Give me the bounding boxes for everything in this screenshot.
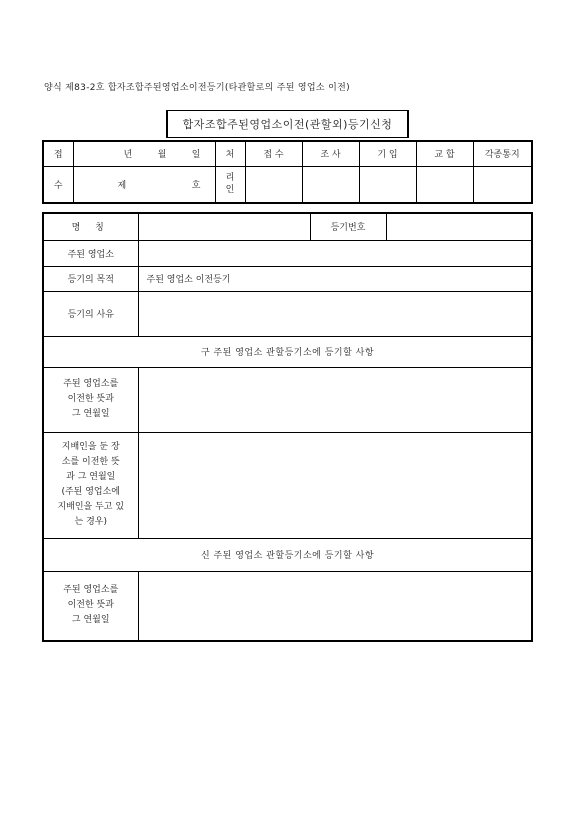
form-number-caption: 양식 제83-2호 합자조합주된영업소이전등기(타관할로의 주된 영업소 이전): [44, 83, 350, 93]
relocation-field[interactable]: [138, 367, 532, 432]
relocation-label-line-3: 그 연월일: [71, 409, 110, 419]
purpose-label: 등기의 목적: [43, 266, 138, 291]
registration-number-field[interactable]: [386, 213, 532, 240]
receipt-date-field[interactable]: [73, 141, 215, 166]
receipt-stamp-cell[interactable]: [245, 166, 302, 203]
receipt-number-field[interactable]: [73, 166, 215, 203]
je-label: 제: [117, 180, 127, 191]
registration-number-label: 등기번호: [310, 213, 386, 240]
branch-manager-label: [43, 432, 138, 538]
branch-label-line-4: (주된 영업소에: [61, 487, 121, 497]
form-title: 합자조합주된영업소이전(관할외)등기신청: [166, 110, 409, 138]
reason-field[interactable]: [138, 291, 532, 336]
old-office-section-header: 구 주된 영업소 관할등기소에 등기할 사항: [43, 336, 532, 367]
branch-label-line-3: 과 그 연월일: [66, 472, 116, 482]
branch-label-line-1: 지배인을 둔 장: [61, 442, 120, 452]
entry-stamp-cell[interactable]: [359, 166, 416, 203]
cheori-char-1: 처: [215, 141, 245, 166]
new-relocation-label-line-2: 이전한 뜻과: [67, 600, 114, 611]
receipt-jeop-label: 접: [43, 141, 73, 166]
branch-manager-field[interactable]: [138, 432, 532, 538]
new-relocation-label-line-1: 주된 영업소를: [63, 585, 119, 596]
cheori-char-2: 리: [225, 173, 235, 184]
branch-label-line-5: 지배인을 두고 있: [57, 502, 125, 512]
relocation-label-line-1: 주된 영업소를: [63, 379, 119, 389]
month-label: 월: [157, 150, 167, 161]
relocation-label: [43, 367, 138, 432]
col-header-inspection: 조 사: [302, 141, 359, 166]
cheori-char-3: 인: [225, 185, 235, 196]
inspection-stamp-cell[interactable]: [302, 166, 359, 203]
verification-stamp-cell[interactable]: [416, 166, 473, 203]
branch-label-line-6: 는 경우): [74, 517, 107, 527]
main-office-field[interactable]: [138, 240, 532, 266]
reason-label: 등기의 사유: [43, 291, 138, 336]
branch-label-line-2: 소를 이전한 뜻: [61, 457, 120, 467]
ho-label: 호: [191, 180, 201, 191]
year-label: 년: [123, 150, 133, 161]
main-office-label: 주된 영업소: [43, 240, 138, 266]
cheori-in-cell: [215, 166, 245, 203]
col-header-receipt: 접 수: [245, 141, 302, 166]
application-form-table: [42, 212, 533, 642]
col-header-notices: 각종통지: [473, 141, 532, 166]
day-label: 일: [191, 150, 201, 161]
purpose-value[interactable]: 주된 영업소 이전등기: [138, 266, 532, 291]
name-label: 명 칭: [43, 213, 138, 240]
relocation-label-line-2: 이전한 뜻과: [67, 394, 114, 404]
new-office-section-header: 신 주된 영업소 관할등기소에 등기할 사항: [43, 538, 532, 571]
new-relocation-label: [43, 571, 138, 641]
col-header-verification: 교 합: [416, 141, 473, 166]
new-relocation-field[interactable]: [138, 571, 532, 641]
col-header-entry: 기 입: [359, 141, 416, 166]
receipt-su-label: 수: [43, 166, 73, 203]
receipt-table: [42, 140, 533, 204]
name-field[interactable]: [138, 213, 310, 240]
notices-stamp-cell[interactable]: [473, 166, 532, 203]
new-relocation-label-line-3: 그 연월일: [71, 615, 110, 626]
